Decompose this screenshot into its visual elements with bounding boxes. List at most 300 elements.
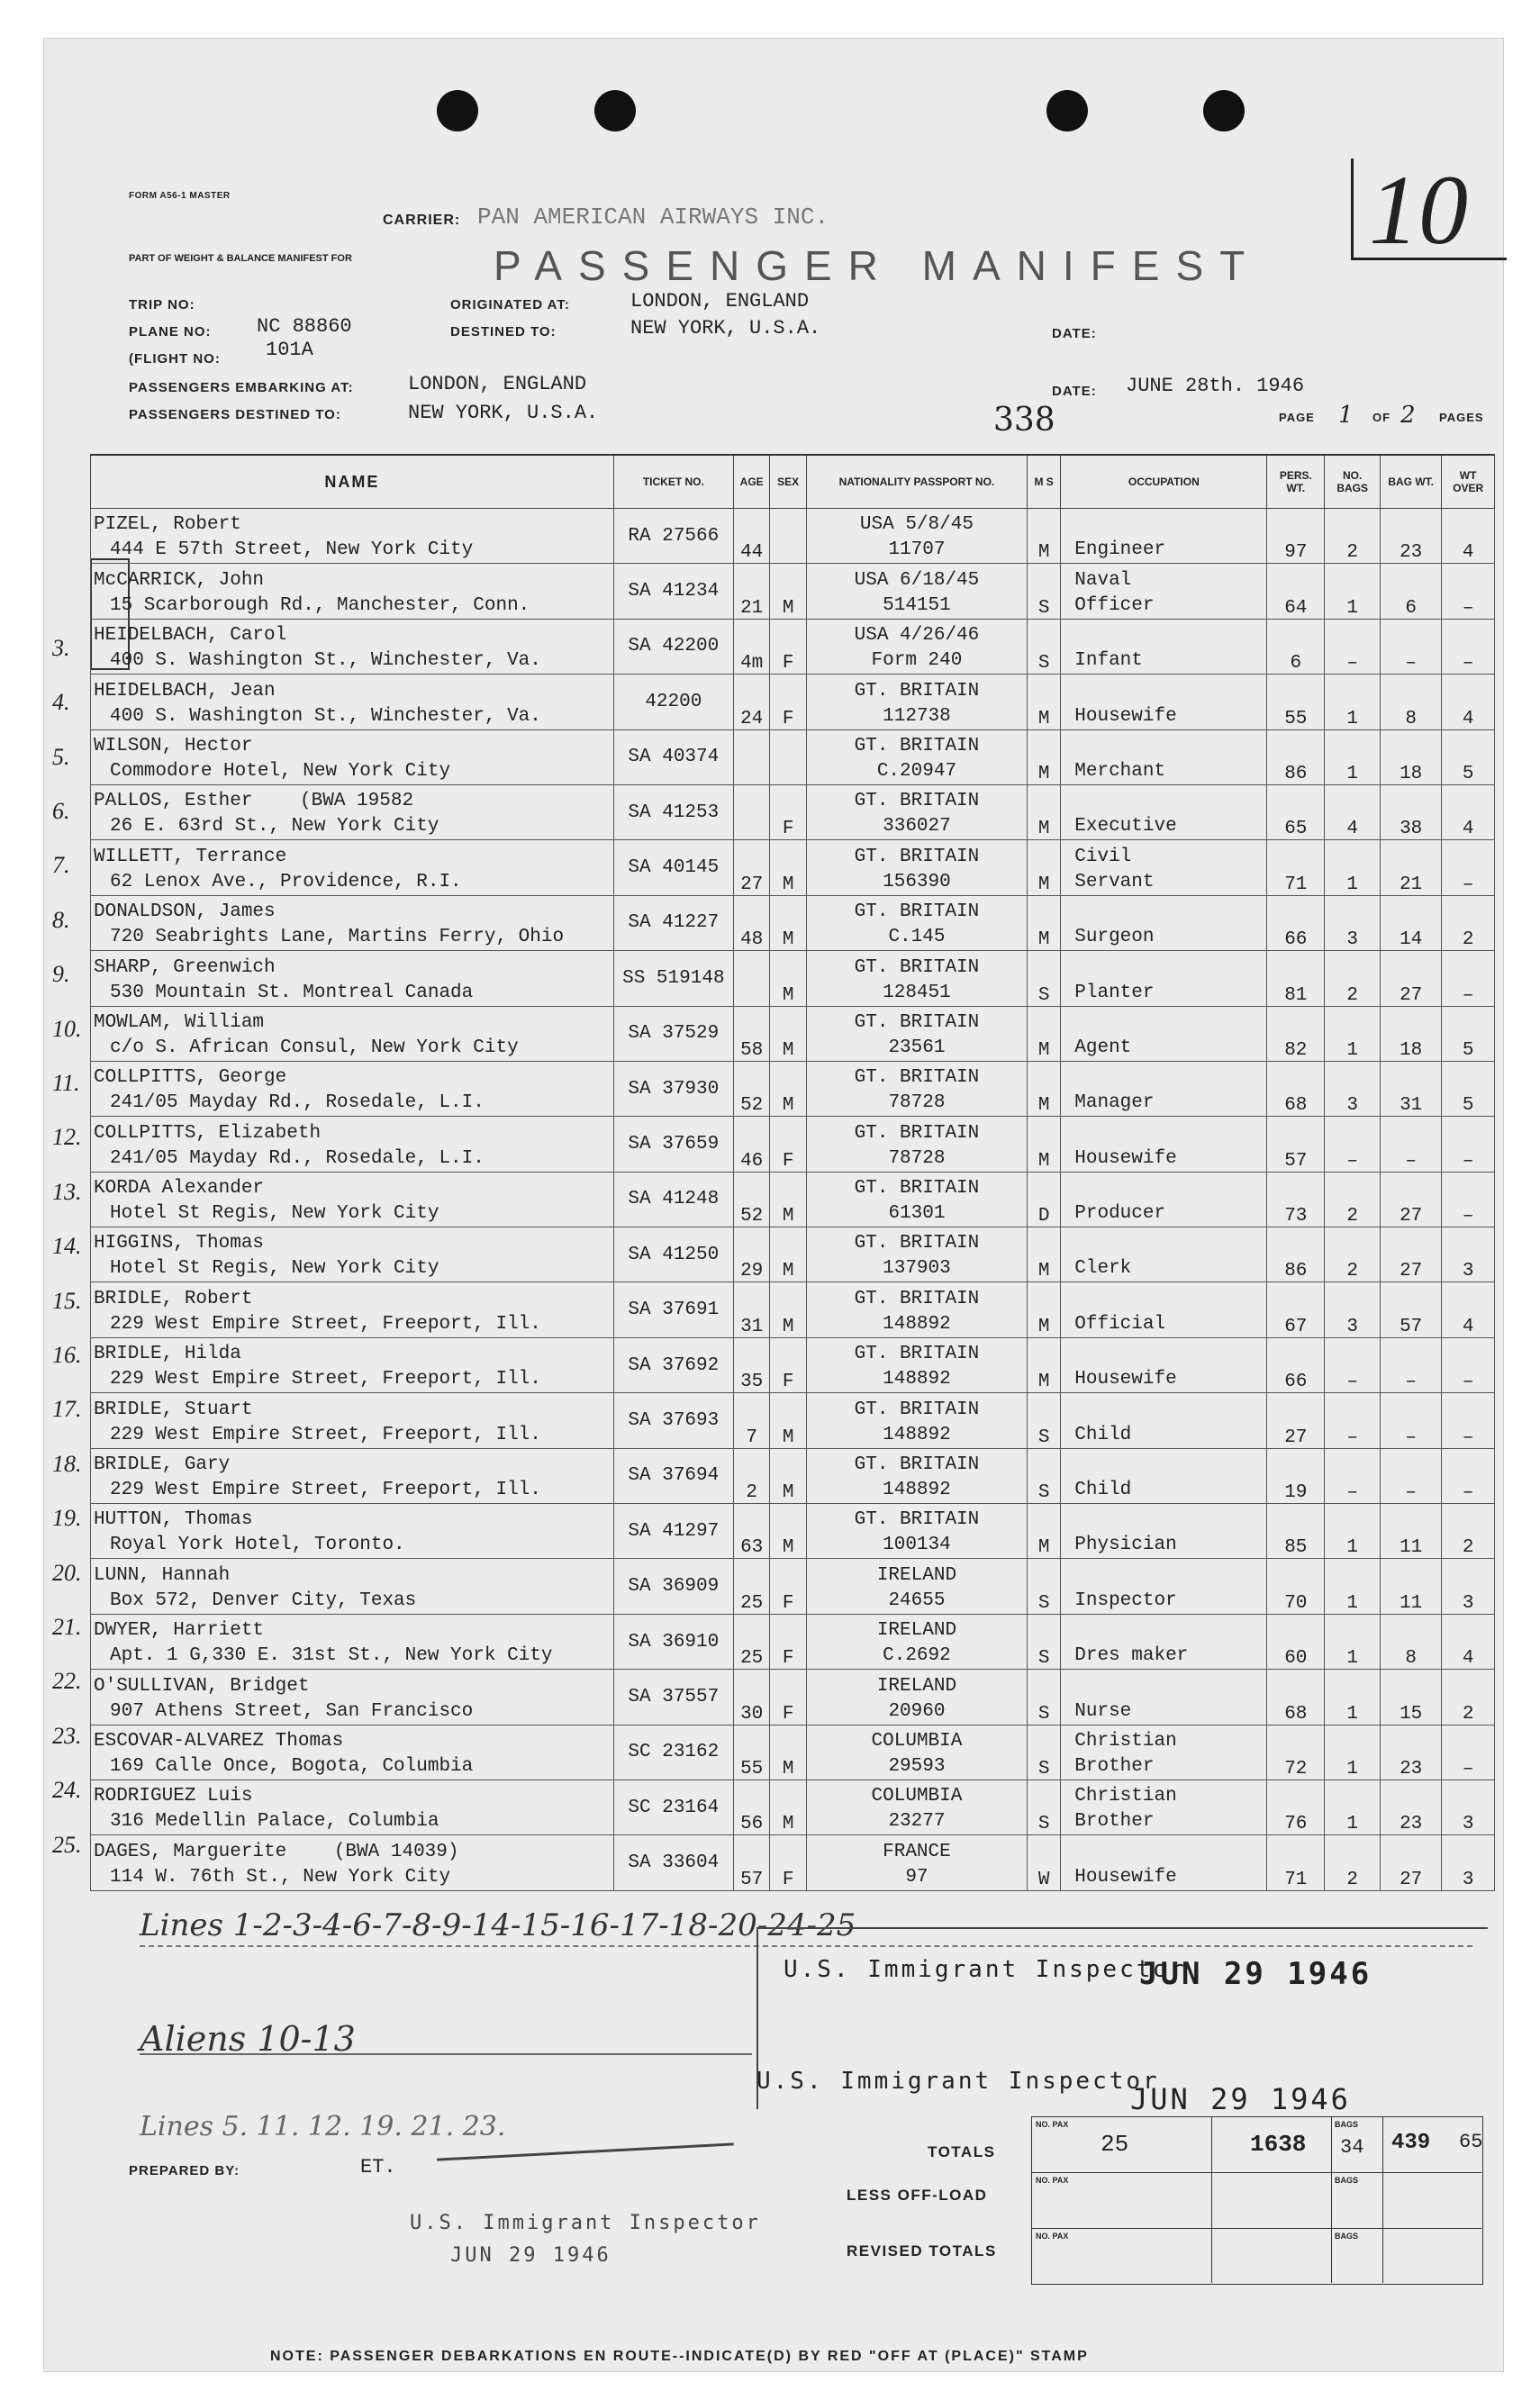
table-row bbox=[91, 729, 1495, 784]
ticket-cell: SA 40374 bbox=[613, 729, 733, 784]
passport-no: 78728 bbox=[888, 1147, 946, 1169]
occupation-1: Executive bbox=[1074, 816, 1177, 838]
name-cell bbox=[91, 1504, 614, 1559]
wt-over-cell: 2 bbox=[1442, 1504, 1495, 1559]
occupation-cell bbox=[1061, 1670, 1267, 1725]
bags-label-1: BAGS bbox=[1335, 2120, 1359, 2129]
occupation-cell bbox=[1061, 1780, 1267, 1834]
passenger-address: 15 Scarborough Rd., Manchester, Conn. bbox=[110, 594, 530, 616]
no-bags-cell: 2 bbox=[1325, 1172, 1381, 1227]
table-row bbox=[91, 895, 1495, 950]
nationality: GT. BRITAIN bbox=[854, 791, 980, 812]
age-cell: 57 bbox=[733, 1835, 769, 1890]
age-cell: 2 bbox=[733, 1448, 769, 1503]
table-row bbox=[91, 1504, 1495, 1559]
occupation-cell bbox=[1061, 1227, 1267, 1282]
sex-cell: M bbox=[770, 1725, 806, 1780]
pers-wt-cell: 68 bbox=[1267, 1670, 1325, 1725]
occupation-1: Inspector bbox=[1074, 1589, 1177, 1611]
passenger-name: HEIDELBACH, Carol bbox=[94, 625, 287, 647]
nationality-cell bbox=[806, 1006, 1027, 1061]
passenger-address: 114 W. 76th St., New York City bbox=[110, 1866, 451, 1888]
ticket-cell: SA 37694 bbox=[613, 1448, 733, 1503]
bag-wt-cell: 23 bbox=[1381, 509, 1442, 564]
col-pers-wt: PERS. WT. bbox=[1267, 455, 1325, 509]
passport-no: 78728 bbox=[888, 1092, 946, 1114]
nationality: GT. BRITAIN bbox=[854, 1509, 980, 1531]
occupation-1: Naval bbox=[1074, 569, 1132, 591]
passenger-address: 907 Athens Street, San Francisco bbox=[110, 1700, 474, 1722]
bag-wt-cell: 21 bbox=[1381, 840, 1442, 895]
wt-over-cell: – bbox=[1442, 1337, 1495, 1392]
pers-wt-cell: 60 bbox=[1267, 1614, 1325, 1669]
table-row bbox=[91, 1559, 1495, 1614]
row-number: 20. bbox=[52, 1559, 82, 1586]
nationality-cell bbox=[806, 729, 1027, 784]
sex-cell: F bbox=[770, 1670, 806, 1725]
ms-cell: M bbox=[1027, 895, 1060, 950]
no-bags-cell: 3 bbox=[1325, 1282, 1381, 1337]
age-cell: 7 bbox=[733, 1393, 769, 1448]
occupation-1: Producer bbox=[1074, 1203, 1166, 1225]
nationality: GT. BRITAIN bbox=[854, 846, 980, 867]
age-cell: 52 bbox=[733, 1061, 769, 1116]
row-number: 15. bbox=[52, 1287, 82, 1314]
occupation-cell bbox=[1061, 1614, 1267, 1669]
passenger-name: McCARRICK, John bbox=[94, 569, 265, 591]
totals-vdiv-1 bbox=[1211, 2116, 1212, 2283]
age-cell: 27 bbox=[733, 840, 769, 895]
originated-label: ORIGINATED AT: bbox=[450, 297, 570, 312]
punch-hole-4 bbox=[1203, 90, 1245, 131]
page-number-handwritten: 10 bbox=[1369, 155, 1468, 265]
table-row bbox=[91, 1006, 1495, 1061]
name-cell bbox=[91, 1172, 614, 1227]
passport-no: Form 240 bbox=[871, 650, 963, 672]
row-number: 4. bbox=[52, 689, 70, 716]
nationality-cell bbox=[806, 1061, 1027, 1116]
passport-no: 148892 bbox=[883, 1369, 951, 1390]
no-bags-cell: 2 bbox=[1325, 951, 1381, 1006]
no-bags-cell: – bbox=[1325, 1117, 1381, 1172]
age-cell: 46 bbox=[733, 1117, 769, 1172]
passenger-address: 241/05 Mayday Rd., Rosedale, L.I. bbox=[110, 1147, 485, 1169]
wt-over-cell: 4 bbox=[1442, 784, 1495, 839]
pers-wt-cell: 71 bbox=[1267, 840, 1325, 895]
stamp-inspector-2: U.S. Immigrant Inspector bbox=[756, 2068, 1160, 2095]
table-row bbox=[91, 1061, 1495, 1116]
handwritten-aliens: Aliens 10-13 bbox=[140, 2019, 356, 2059]
passenger-name: PALLOS, Esther bbox=[94, 791, 253, 812]
originated-value: LONDON, ENGLAND bbox=[630, 290, 810, 312]
passport-no: 24655 bbox=[888, 1589, 946, 1611]
occupation-1: Physician bbox=[1074, 1535, 1177, 1556]
pages-total: 2 bbox=[1400, 402, 1416, 429]
table-row bbox=[91, 564, 1495, 619]
nationality: USA 4/26/46 bbox=[854, 625, 980, 647]
col-nationality: NATIONALITY PASSPORT NO. bbox=[806, 455, 1027, 509]
ticket-cell: SA 42200 bbox=[613, 619, 733, 674]
sex-cell: M bbox=[770, 1172, 806, 1227]
nationality-cell bbox=[806, 1172, 1027, 1227]
ticket-cell: SA 41234 bbox=[613, 564, 733, 619]
pers-wt-cell: 81 bbox=[1267, 951, 1325, 1006]
footer-note: NOTE: PASSENGER DEBARKATIONS EN ROUTE--INDICATE(D) BY RED "OFF AT (PLACE)" STAMP bbox=[270, 2349, 1089, 2364]
totals-divider-1 bbox=[1031, 2172, 1481, 2173]
dest-label: PASSENGERS DESTINED TO: bbox=[129, 407, 341, 422]
row-number: 13. bbox=[52, 1178, 82, 1205]
nationality-cell bbox=[806, 1337, 1027, 1392]
no-bags-cell: 2 bbox=[1325, 509, 1381, 564]
col-no-bags: NO. BAGS bbox=[1325, 455, 1381, 509]
date-label-top: DATE: bbox=[1052, 326, 1097, 341]
ms-cell: S bbox=[1027, 1725, 1060, 1780]
ms-cell: M bbox=[1027, 729, 1060, 784]
nationality-cell bbox=[806, 564, 1027, 619]
occupation-1: Agent bbox=[1074, 1037, 1132, 1058]
totals-vdiv-2 bbox=[1331, 2116, 1332, 2283]
nationality-cell bbox=[806, 1725, 1027, 1780]
wt-over-cell: 4 bbox=[1442, 509, 1495, 564]
wt-over-cell: 4 bbox=[1442, 675, 1495, 729]
occupation-1: Housewife bbox=[1074, 1147, 1177, 1169]
passenger-address: Hotel St Regis, New York City bbox=[110, 1203, 439, 1225]
no-pax-label-3: NO. PAX bbox=[1036, 2232, 1069, 2241]
col-occupation: OCCUPATION bbox=[1061, 455, 1267, 509]
occupation-cell bbox=[1061, 784, 1267, 839]
passenger-address: Commodore Hotel, New York City bbox=[110, 760, 451, 782]
ms-cell: M bbox=[1027, 840, 1060, 895]
occupation-cell bbox=[1061, 1448, 1267, 1503]
totals-vdiv-3 bbox=[1382, 2116, 1383, 2283]
footer-line-2 bbox=[140, 2053, 752, 2055]
revised-totals-label: REVISED TOTALS bbox=[847, 2242, 997, 2260]
wt-over-cell: – bbox=[1442, 840, 1495, 895]
pers-wt-cell: 72 bbox=[1267, 1725, 1325, 1780]
less-offload-label: LESS OFF-LOAD bbox=[847, 2187, 988, 2204]
no-bags-cell: 4 bbox=[1325, 784, 1381, 839]
ticket-cell: SA 41250 bbox=[613, 1227, 733, 1282]
pers-wt-cell: 97 bbox=[1267, 509, 1325, 564]
bag-wt-cell: 23 bbox=[1381, 1725, 1442, 1780]
passport-no: 112738 bbox=[883, 705, 951, 727]
bags-label-2: BAGS bbox=[1335, 2176, 1359, 2185]
bag-wt-cell: 15 bbox=[1381, 1670, 1442, 1725]
row-number: 11. bbox=[52, 1070, 80, 1096]
stamp-box bbox=[756, 1927, 1488, 2109]
nationality: GT. BRITAIN bbox=[854, 1344, 980, 1365]
ticket-cell: SA 37693 bbox=[613, 1393, 733, 1448]
occupation-cell bbox=[1061, 675, 1267, 729]
date-label: DATE: bbox=[1052, 384, 1097, 399]
passenger-name: KORDA Alexander bbox=[94, 1178, 265, 1200]
col-ms: M S bbox=[1027, 455, 1060, 509]
passport-no: 23561 bbox=[888, 1037, 946, 1058]
row-number: 18. bbox=[52, 1450, 82, 1477]
no-pax-label-1: NO. PAX bbox=[1036, 2120, 1069, 2129]
table-row bbox=[91, 1780, 1495, 1834]
occupation-cell bbox=[1061, 1172, 1267, 1227]
bag-wt-cell: 8 bbox=[1381, 1614, 1442, 1669]
nationality: GT. BRITAIN bbox=[854, 1288, 980, 1309]
no-bags-cell: 1 bbox=[1325, 1670, 1381, 1725]
sex-cell bbox=[770, 729, 806, 784]
passenger-name: BRIDLE, Hilda bbox=[94, 1344, 241, 1365]
wt-over-cell: – bbox=[1442, 1393, 1495, 1448]
pers-wt-cell: 82 bbox=[1267, 1006, 1325, 1061]
passenger-name: HEIDELBACH, Jean bbox=[94, 680, 276, 702]
passport-no: C.145 bbox=[888, 927, 946, 948]
passport-no: 148892 bbox=[883, 1480, 951, 1501]
name-cell bbox=[91, 1282, 614, 1337]
passenger-name: BRIDLE, Stuart bbox=[94, 1399, 253, 1420]
no-bags-cell: 1 bbox=[1325, 564, 1381, 619]
table-row bbox=[91, 619, 1495, 674]
sex-cell: M bbox=[770, 1061, 806, 1116]
passenger-address: c/o S. African Consul, New York City bbox=[110, 1037, 519, 1058]
passport-no: 23277 bbox=[888, 1811, 946, 1833]
ms-cell: D bbox=[1027, 1172, 1060, 1227]
passenger-name: DAGES, Marguerite bbox=[94, 1841, 287, 1862]
bag-wt-cell: 11 bbox=[1381, 1504, 1442, 1559]
sex-cell: M bbox=[770, 1227, 806, 1282]
wt-over-cell: 5 bbox=[1442, 1006, 1495, 1061]
nationality: FRANCE bbox=[883, 1841, 951, 1862]
passenger-name: BRIDLE, Robert bbox=[94, 1288, 253, 1309]
totals-divider-2 bbox=[1031, 2228, 1481, 2229]
pers-wt-cell: 71 bbox=[1267, 1835, 1325, 1890]
occupation-2: Servant bbox=[1074, 871, 1155, 892]
nationality: GT. BRITAIN bbox=[854, 1011, 980, 1033]
ms-cell: M bbox=[1027, 1006, 1060, 1061]
passenger-name: DWYER, Harriett bbox=[94, 1620, 265, 1642]
wt-over-cell: 4 bbox=[1442, 1282, 1495, 1337]
passenger-address: 229 West Empire Street, Freeport, Ill. bbox=[110, 1480, 541, 1501]
pers-wt-cell: 67 bbox=[1267, 1282, 1325, 1337]
age-cell: 48 bbox=[733, 895, 769, 950]
pers-wt-cell: 70 bbox=[1267, 1559, 1325, 1614]
ticket-cell: SA 40145 bbox=[613, 840, 733, 895]
wt-over-cell: – bbox=[1442, 1117, 1495, 1172]
nationality: GT. BRITAIN bbox=[854, 1122, 980, 1144]
plane-no-value: NC 88860 bbox=[257, 315, 352, 338]
row-number: 12. bbox=[52, 1124, 82, 1151]
passenger-address: 400 S. Washington St., Winchester, Va. bbox=[110, 705, 541, 727]
passport-no: 137903 bbox=[883, 1258, 951, 1280]
passport-no: 148892 bbox=[883, 1313, 951, 1335]
table-row bbox=[91, 509, 1495, 564]
ms-cell: S bbox=[1027, 1614, 1060, 1669]
passport-no: 29593 bbox=[888, 1755, 946, 1777]
bag-wt-cell: 18 bbox=[1381, 1006, 1442, 1061]
occupation-1: Housewife bbox=[1074, 1369, 1177, 1390]
ticket-cell: SA 36910 bbox=[613, 1614, 733, 1669]
sex-cell: F bbox=[770, 619, 806, 674]
nationality-cell bbox=[806, 1614, 1027, 1669]
passenger-name: ESCOVAR-ALVAREZ Thomas bbox=[94, 1730, 344, 1752]
occupation-1: Clerk bbox=[1074, 1258, 1132, 1280]
ms-cell: M bbox=[1027, 1061, 1060, 1116]
carrier-value: PAN AMERICAN AIRWAYS INC. bbox=[477, 204, 829, 231]
bag-wt-cell: 27 bbox=[1381, 951, 1442, 1006]
nationality: USA 6/18/45 bbox=[854, 569, 980, 591]
age-cell: 31 bbox=[733, 1282, 769, 1337]
occupation-1: Housewife bbox=[1074, 1866, 1177, 1888]
occupation-1: Civil bbox=[1074, 846, 1132, 867]
passenger-address: 169 Calle Once, Bogota, Columbia bbox=[110, 1755, 474, 1777]
nationality-cell bbox=[806, 951, 1027, 1006]
stamp-inspector-2-date: JUN 29 1946 bbox=[1130, 2082, 1351, 2116]
nationality: USA 5/8/45 bbox=[859, 514, 974, 536]
totals-label: TOTALS bbox=[928, 2143, 996, 2160]
table-row bbox=[91, 840, 1495, 895]
name-cell bbox=[91, 1117, 614, 1172]
nationality: GT. BRITAIN bbox=[854, 735, 980, 756]
sex-cell: F bbox=[770, 1337, 806, 1392]
nationality-cell bbox=[806, 1117, 1027, 1172]
wt-over-cell: – bbox=[1442, 1172, 1495, 1227]
nationality: IRELAND bbox=[876, 1675, 957, 1697]
passport-no: 97 bbox=[905, 1866, 929, 1888]
destined-label: DESTINED TO: bbox=[450, 324, 557, 340]
flight-no-value: 101A bbox=[266, 339, 313, 361]
passenger-name: DONALDSON, James bbox=[94, 901, 276, 923]
pers-wt-cell: 57 bbox=[1267, 1117, 1325, 1172]
pers-wt-cell: 68 bbox=[1267, 1061, 1325, 1116]
passenger-name: COLLPITTS, George bbox=[94, 1067, 287, 1089]
ms-cell: S bbox=[1027, 1780, 1060, 1834]
passenger-address: 530 Mountain St. Montreal Canada bbox=[110, 982, 474, 1003]
bag-wt-cell: – bbox=[1381, 1393, 1442, 1448]
bag-wt-cell: – bbox=[1381, 1448, 1442, 1503]
name-cell bbox=[91, 1725, 614, 1780]
name-cell bbox=[91, 840, 614, 895]
sex-cell: F bbox=[770, 784, 806, 839]
ms-cell: M bbox=[1027, 1282, 1060, 1337]
row-number: 14. bbox=[52, 1233, 82, 1260]
no-bags-cell: 1 bbox=[1325, 1559, 1381, 1614]
wt-over-cell: – bbox=[1442, 619, 1495, 674]
occupation-cell bbox=[1061, 1835, 1267, 1890]
sex-cell: F bbox=[770, 1559, 806, 1614]
dest-value: NEW YORK, U.S.A. bbox=[408, 402, 599, 424]
occupation-1: Child bbox=[1074, 1424, 1132, 1445]
passenger-name: SHARP, Greenwich bbox=[94, 956, 276, 978]
passport-no: 100134 bbox=[883, 1535, 951, 1556]
passport-no: 128451 bbox=[883, 982, 951, 1003]
nationality: COLUMBIA bbox=[871, 1786, 963, 1807]
ms-cell: S bbox=[1027, 1559, 1060, 1614]
passport-no: C.20947 bbox=[876, 760, 957, 782]
passport-no: 11707 bbox=[888, 539, 946, 561]
bag-wt-cell: 27 bbox=[1381, 1172, 1442, 1227]
ticket-cell: SA 37930 bbox=[613, 1061, 733, 1116]
table-row bbox=[91, 1614, 1495, 1669]
passenger-name: PIZEL, Robert bbox=[94, 514, 241, 536]
nationality-cell bbox=[806, 1835, 1027, 1890]
nationality: COLUMBIA bbox=[871, 1730, 963, 1752]
nationality-cell bbox=[806, 1448, 1027, 1503]
row-number: 10. bbox=[52, 1015, 82, 1042]
row-number: 24. bbox=[52, 1777, 82, 1804]
row-number: 17. bbox=[52, 1396, 82, 1423]
occupation-cell bbox=[1061, 1282, 1267, 1337]
passport-no: 20960 bbox=[888, 1700, 946, 1722]
table-row bbox=[91, 1172, 1495, 1227]
age-cell: 30 bbox=[733, 1670, 769, 1725]
passenger-name: O'SULLIVAN, Bridget bbox=[94, 1675, 310, 1697]
handwritten-lines-2: Lines 5. 11. 12. 19. 21. 23. bbox=[140, 2111, 506, 2142]
ms-cell: W bbox=[1027, 1835, 1060, 1890]
occupation-1: Merchant bbox=[1074, 760, 1166, 782]
nationality: GT. BRITAIN bbox=[854, 956, 980, 978]
age-cell: 25 bbox=[733, 1559, 769, 1614]
occupation-1: Official bbox=[1074, 1313, 1166, 1335]
passenger-address: 62 Lenox Ave., Providence, R.I. bbox=[110, 871, 462, 892]
no-bags-cell: 1 bbox=[1325, 675, 1381, 729]
nationality-cell bbox=[806, 675, 1027, 729]
occupation-cell bbox=[1061, 1337, 1267, 1392]
occupation-cell bbox=[1061, 840, 1267, 895]
ms-cell: S bbox=[1027, 1393, 1060, 1448]
row-number: 3. bbox=[52, 634, 70, 661]
row-number: 9. bbox=[52, 961, 70, 988]
col-ticket: TICKET NO. bbox=[613, 455, 733, 509]
passport-no: 336027 bbox=[883, 816, 951, 838]
sex-cell: M bbox=[770, 564, 806, 619]
bag-wt-cell: – bbox=[1381, 1117, 1442, 1172]
table-row bbox=[91, 675, 1495, 729]
passport-no: 61301 bbox=[888, 1203, 946, 1225]
destined-value: NEW YORK, U.S.A. bbox=[630, 317, 821, 340]
table-row bbox=[91, 1725, 1495, 1780]
ms-cell: M bbox=[1027, 1337, 1060, 1392]
bag-wt-cell: 31 bbox=[1381, 1061, 1442, 1116]
name-cell bbox=[91, 1227, 614, 1282]
ticket-cell: SA 33604 bbox=[613, 1835, 733, 1890]
wt-over-cell: 3 bbox=[1442, 1227, 1495, 1282]
occupation-1: Child bbox=[1074, 1480, 1132, 1501]
sex-cell bbox=[770, 509, 806, 564]
passenger-address: Apt. 1 G,330 E. 31st St., New York City bbox=[110, 1645, 553, 1667]
passenger-address: 241/05 Mayday Rd., Rosedale, L.I. bbox=[110, 1092, 485, 1114]
ticket-cell: SC 23164 bbox=[613, 1780, 733, 1834]
nationality-cell bbox=[806, 1559, 1027, 1614]
table-row bbox=[91, 1117, 1495, 1172]
occupation-cell bbox=[1061, 1393, 1267, 1448]
row-number: 5. bbox=[52, 743, 70, 770]
ms-cell: S bbox=[1027, 1448, 1060, 1503]
bag-wt-cell: – bbox=[1381, 619, 1442, 674]
wt-over-cell: 3 bbox=[1442, 1835, 1495, 1890]
nationality-cell bbox=[806, 1393, 1027, 1448]
bag-wt-cell: 6 bbox=[1381, 564, 1442, 619]
total-bags: 34 bbox=[1340, 2136, 1364, 2159]
pers-wt-cell: 27 bbox=[1267, 1393, 1325, 1448]
stamp-inspector-3-date: JUN 29 1946 bbox=[450, 2244, 611, 2267]
sex-cell: M bbox=[770, 1282, 806, 1337]
passenger-address: Hotel St Regis, New York City bbox=[110, 1258, 439, 1280]
nationality-cell bbox=[806, 784, 1027, 839]
wt-over-cell: 3 bbox=[1442, 1780, 1495, 1834]
nationality: GT. BRITAIN bbox=[854, 680, 980, 702]
passenger-address: Box 572, Denver City, Texas bbox=[110, 1589, 417, 1611]
nationality-cell bbox=[806, 1670, 1027, 1725]
passenger-name: BRIDLE, Gary bbox=[94, 1454, 231, 1476]
stamp-inspector-1-date: JUN 29 1946 bbox=[1139, 1956, 1372, 1992]
handwritten-lines: Lines 1-2-3-4-6-7-8-9-14-15-16-17-18-20-24-25 bbox=[140, 1907, 856, 1943]
age-cell: 63 bbox=[733, 1504, 769, 1559]
